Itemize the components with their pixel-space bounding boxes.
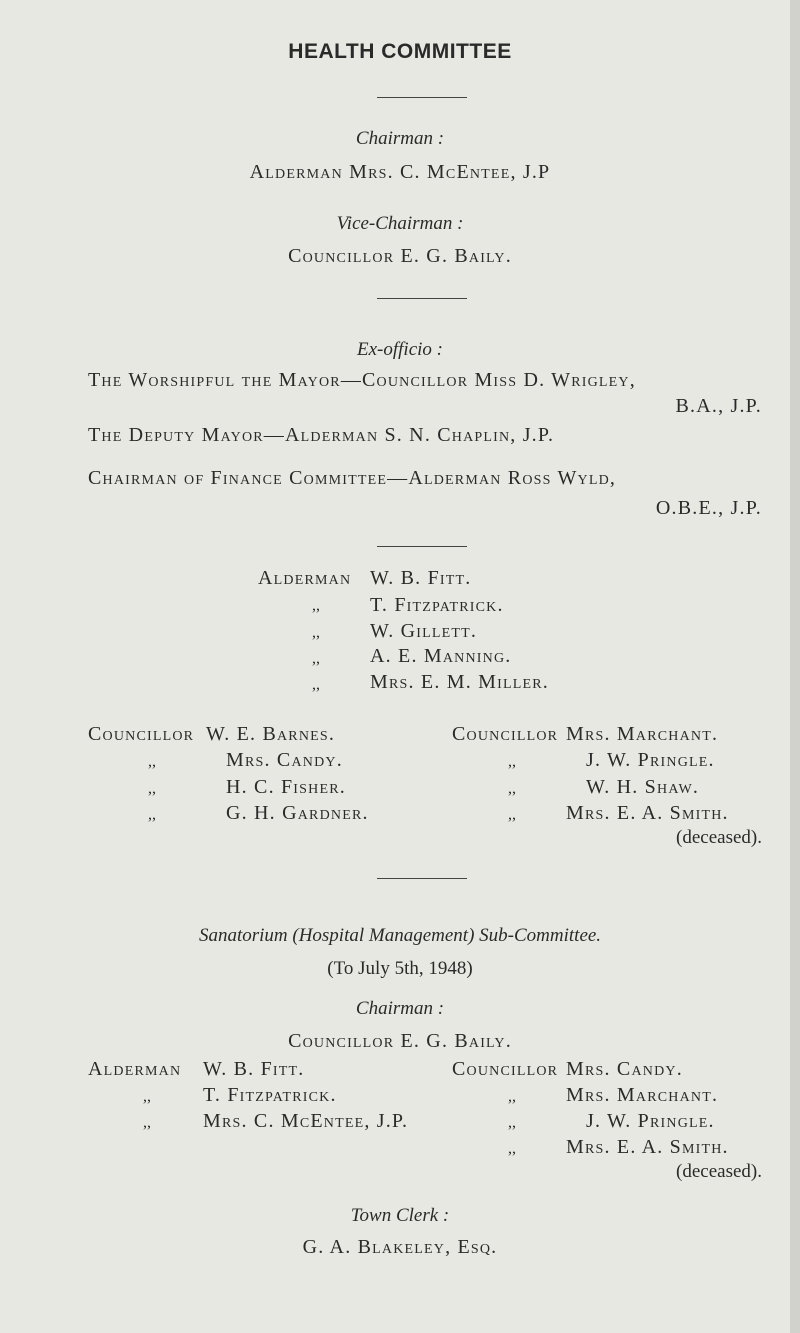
ditto-mark: ,, [143, 1114, 151, 1131]
ditto-mark: ,, [312, 676, 320, 693]
list-item: Mrs. Candy. [226, 749, 343, 771]
ditto-mark: ,, [312, 624, 320, 641]
deceased-note: (deceased). [676, 1161, 762, 1182]
ditto-mark: ,, [508, 1114, 516, 1131]
page-title: HEALTH COMMITTEE [288, 40, 512, 63]
list-item: Mrs. E. M. Miller. [370, 671, 549, 693]
vice-chairman-heading: Vice-Chairman : [336, 213, 464, 234]
divider [377, 97, 467, 98]
divider [377, 546, 467, 547]
ditto-mark: ,, [148, 753, 156, 770]
list-item: H. C. Fisher. [226, 776, 346, 798]
list-item: Mrs. Candy. [566, 1058, 683, 1080]
divider [377, 298, 467, 299]
list-item: W. E. Barnes. [206, 723, 336, 745]
chairman-name: Alderman Mrs. C. McEntee, J.P [249, 161, 551, 183]
aldermen-title: Alderman [258, 567, 352, 589]
chairman-heading: Chairman : [355, 128, 445, 149]
ex-officio-line: O.B.E., J.P. [655, 497, 762, 519]
divider [377, 878, 467, 879]
list-item: J. W. Pringle. [586, 1110, 715, 1132]
councillors-title: Councillor [452, 1058, 559, 1080]
town-clerk-name: G. A. Blakeley, Esq. [302, 1236, 498, 1258]
ditto-mark: ,, [508, 1140, 516, 1157]
list-item: J. W. Pringle. [586, 749, 715, 771]
list-item: Mrs. Marchant. [566, 1084, 719, 1106]
list-item: Mrs. C. McEntee, J.P. [203, 1110, 409, 1132]
councillors-title: Councillor [452, 723, 559, 745]
ditto-mark: ,, [312, 650, 320, 667]
town-clerk-heading: Town Clerk : [350, 1205, 450, 1226]
councillors-title: Councillor [88, 723, 195, 745]
ex-officio-line: Chairman of Finance Committee—Alderman Ross Wyld, [88, 467, 617, 489]
list-item: Mrs. E. A. Smith. [566, 1136, 729, 1158]
ditto-mark: ,, [508, 1088, 516, 1105]
ditto-mark: ,, [508, 806, 516, 823]
aldermen-title: Alderman [88, 1058, 182, 1080]
list-item: Mrs. E. A. Smith. [566, 802, 729, 824]
list-item: Mrs. Marchant. [566, 723, 719, 745]
list-item: T. Fitzpatrick. [203, 1084, 337, 1106]
list-item: G. H. Gardner. [226, 802, 369, 824]
ditto-mark: ,, [143, 1088, 151, 1105]
page-edge [790, 0, 800, 1333]
ditto-mark: ,, [148, 780, 156, 797]
sub-chairman-heading: Chairman : [355, 998, 445, 1019]
ditto-mark: ,, [148, 806, 156, 823]
list-item: W. H. Shaw. [586, 776, 700, 798]
ex-officio-line: The Deputy Mayor—Alderman S. N. Chaplin, J.P. [88, 424, 555, 446]
deceased-note: (deceased). [676, 827, 762, 848]
ditto-mark: ,, [508, 753, 516, 770]
sub-chairman-name: Councillor E. G. Baily. [288, 1030, 512, 1052]
ex-officio-heading: Ex-officio : [357, 339, 443, 360]
sub-committee-heading: Sanatorium (Hospital Management) Sub-Committee. [198, 925, 602, 946]
ditto-mark: ,, [508, 780, 516, 797]
ditto-mark: ,, [312, 597, 320, 614]
list-item: W. Gillett. [370, 620, 478, 642]
list-item: W. B. Fitt. [370, 567, 472, 589]
ex-officio-line: B.A., J.P. [675, 395, 762, 417]
list-item: W. B. Fitt. [203, 1058, 305, 1080]
vice-chairman-name: Councillor E. G. Baily. [288, 245, 512, 267]
list-item: T. Fitzpatrick. [370, 594, 504, 616]
sub-committee-dates: (To July 5th, 1948) [327, 958, 473, 979]
list-item: A. E. Manning. [370, 645, 512, 667]
ex-officio-line: The Worshipful the Mayor—Councillor Miss D. Wrigley, [88, 369, 636, 391]
